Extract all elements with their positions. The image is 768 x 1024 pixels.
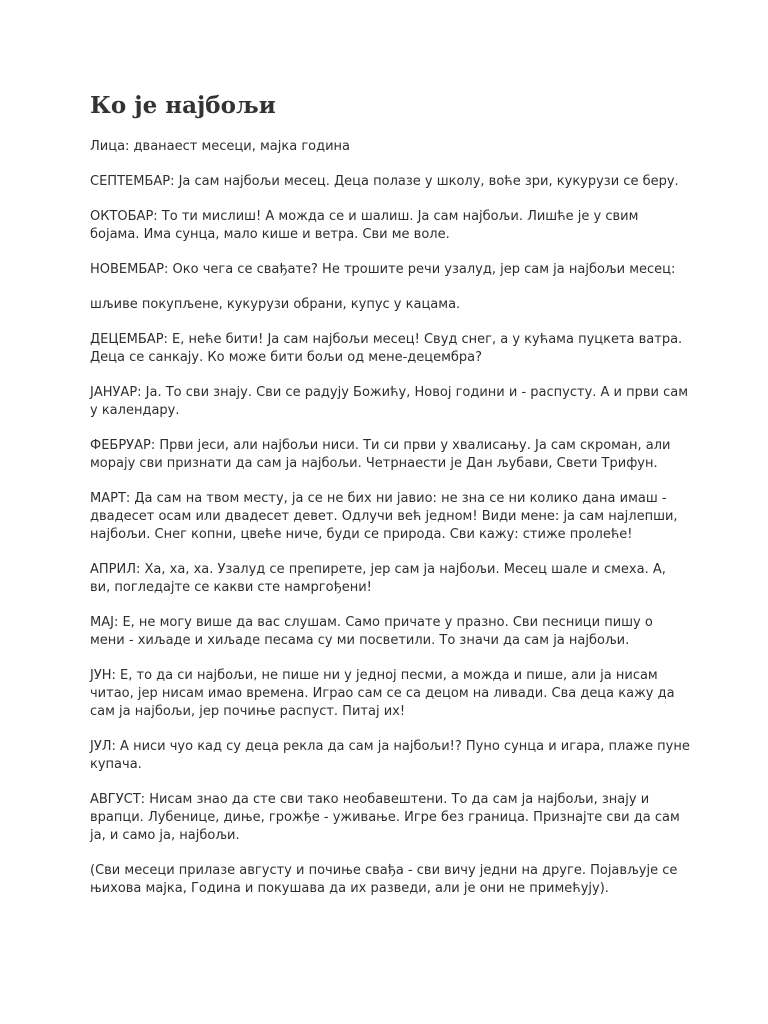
paragraph-november: НОВЕМБАР: Око чега се свађате? Не трошите речи узалуд, јер сам ја најбољи месец: xyxy=(90,262,676,277)
paragraph-november-continued: шљиве покупљене, кукурузи обрани, купус у кацама. xyxy=(90,297,461,312)
paragraph-september: СЕПТЕМБАР: Ја сам најбољи месец. Деца полазе у школу, воће зри, кукурузи се беру. xyxy=(90,174,679,189)
document-page xyxy=(90,90,690,915)
paragraph-july: ЈУЛ: А ниси чуо кад су деца рекла да сам ја најбољи!? Пуно сунца и игара, плаже пуне купача. xyxy=(90,739,690,772)
document-title: Ко је најбољи xyxy=(90,92,276,119)
paragraph-december: ДЕЦЕМБАР: Е, неће бити! Ја сам најбољи месец! Свуд снег, а у кућама пуцкета ватра. Деца се санкају. Ко може бити бољи од мене-децембра? xyxy=(90,332,683,365)
paragraph-february: ФЕБРУАР: Први јеси, али најбољи ниси. Ти си први у хвалисању. Ја сам скроман, али морају сви признати да сам ја најбољи. Четрнаести је Дан љубави, Свети Трифун. xyxy=(90,438,671,471)
paragraph-june: ЈУН: Е, то да си најбољи, не пише ни у једној песми, а можда и пише, али ја нисам читао, јер нисам имао времена. Играо сам се са децом на ливади. Сва деца кажу да сам ја најбољи, јер почиње распуст. Питај их! xyxy=(90,668,675,719)
paragraph-october: ОКТОБАР: То ти мислиш! А можда се и шалиш. Ја сам најбољи. Лишће је у свим бојама. Има сунца, мало кише и ветра. Сви ме воле. xyxy=(90,209,639,242)
paragraph-characters: Лица: дванаест месеци, мајка година xyxy=(90,139,351,154)
paragraph-stage-direction: (Сви месеци прилазе августу и почиње свађа - сви вичу једни на друге. Појављује се њихова мајка, Година и покушава да их разведи, али је они не примећују). xyxy=(90,863,678,896)
paragraph-april: АПРИЛ: Ха, ха, ха. Узалуд се препирете, јер сам ја најбољи. Месец шале и смеха. А, ви, погледајте се какви сте намргођени! xyxy=(90,562,666,595)
paragraph-august: АВГУСТ: Нисам знао да сте сви тако необавештени. То да сам ја најбољи, знају и врапци. Лубенице, диње, грожђе - уживање. Игре без граница. Признајте сви да сам ја, и само ја, најбољи. xyxy=(90,792,680,843)
paragraph-january: ЈАНУАР: Ја. То сви знају. Сви се радују Божићу, Новој години и - распусту. А и први сам у календару. xyxy=(90,385,689,418)
paragraph-march: МАРТ: Да сам на твом месту, ја се не бих ни јавио: не зна се ни колико дана имаш - двадесет осам или двадесет девет. Одлучи већ једном! Види мене: ја сам најлепши, најбољи. Снег копни, цвеће ниче, буди се природа. Сви кажу: стиже пролеће! xyxy=(90,491,678,542)
paragraph-may: МАЈ: Е, не могу више да вас слушам. Само причате у празно. Сви песници пишу о мени - хиљаде и хиљаде песама су ми посветили. То значи да сам ја најбољи. xyxy=(90,615,653,648)
